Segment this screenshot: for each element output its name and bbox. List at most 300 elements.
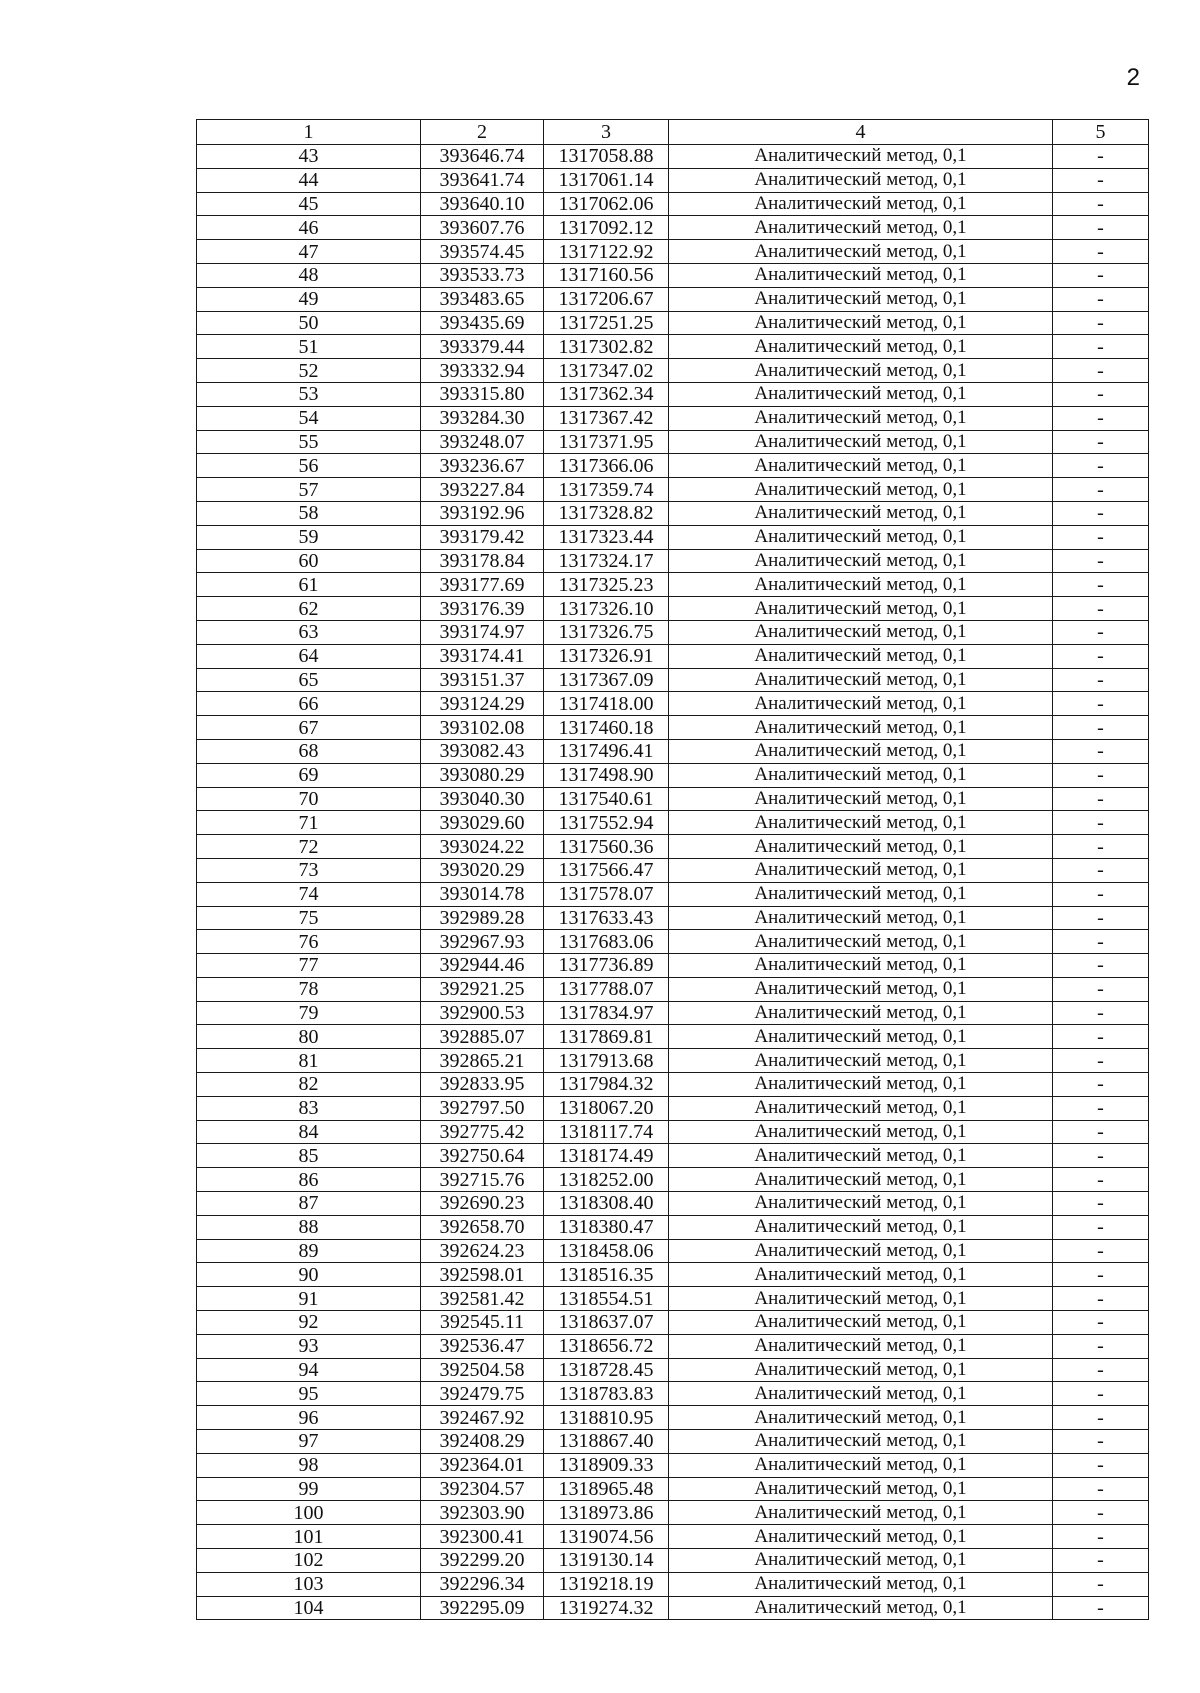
method-cell: Аналитический метод, 0,1: [669, 168, 1053, 192]
method-cell: Аналитический метод, 0,1: [669, 644, 1053, 668]
y-coordinate-cell: 1318973.86: [544, 1501, 669, 1525]
note-cell: -: [1053, 145, 1149, 169]
table-row: [197, 1311, 1149, 1335]
y-coordinate-cell: 1317633.43: [544, 906, 669, 930]
y-coordinate-cell: 1318516.35: [544, 1263, 669, 1287]
note-cell: -: [1053, 240, 1149, 264]
y-coordinate-cell: 1317160.56: [544, 263, 669, 287]
method-cell: Аналитический метод, 0,1: [669, 454, 1053, 478]
x-coordinate-cell: 393024.22: [421, 835, 544, 859]
method-cell: Аналитический метод, 0,1: [669, 1477, 1053, 1501]
x-coordinate-cell: 392581.42: [421, 1287, 544, 1311]
note-cell: -: [1053, 1382, 1149, 1406]
x-coordinate-cell: 393574.45: [421, 240, 544, 264]
method-cell: Аналитический метод, 0,1: [669, 406, 1053, 430]
method-cell: Аналитический метод, 0,1: [669, 216, 1053, 240]
method-cell: Аналитический метод, 0,1: [669, 1572, 1053, 1596]
y-coordinate-cell: 1318117.74: [544, 1120, 669, 1144]
note-cell: -: [1053, 882, 1149, 906]
method-cell: Аналитический метод, 0,1: [669, 787, 1053, 811]
method-cell: Аналитический метод, 0,1: [669, 549, 1053, 573]
note-cell: -: [1053, 573, 1149, 597]
point-number-cell: 43: [197, 145, 421, 169]
y-coordinate-cell: 1318252.00: [544, 1168, 669, 1192]
y-coordinate-cell: 1318554.51: [544, 1287, 669, 1311]
method-cell: Аналитический метод, 0,1: [669, 1144, 1053, 1168]
y-coordinate-cell: 1317302.82: [544, 335, 669, 359]
table-row: [197, 787, 1149, 811]
note-cell: -: [1053, 954, 1149, 978]
y-coordinate-cell: 1317326.10: [544, 597, 669, 621]
x-coordinate-cell: 393177.69: [421, 573, 544, 597]
point-number-cell: 71: [197, 811, 421, 835]
table-row: [197, 216, 1149, 240]
note-cell: -: [1053, 335, 1149, 359]
note-cell: -: [1053, 1239, 1149, 1263]
note-cell: -: [1053, 1263, 1149, 1287]
x-coordinate-cell: 392865.21: [421, 1049, 544, 1073]
y-coordinate-cell: 1318067.20: [544, 1096, 669, 1120]
note-cell: -: [1053, 739, 1149, 763]
note-cell: -: [1053, 1144, 1149, 1168]
y-coordinate-cell: 1317788.07: [544, 977, 669, 1001]
y-coordinate-cell: 1317062.06: [544, 192, 669, 216]
x-coordinate-cell: 393640.10: [421, 192, 544, 216]
x-coordinate-cell: 392300.41: [421, 1525, 544, 1549]
point-number-cell: 49: [197, 287, 421, 311]
table-row: [197, 811, 1149, 835]
method-cell: Аналитический метод, 0,1: [669, 1525, 1053, 1549]
x-coordinate-cell: 393102.08: [421, 716, 544, 740]
note-cell: -: [1053, 977, 1149, 1001]
x-coordinate-cell: 392295.09: [421, 1596, 544, 1620]
table-row: [197, 478, 1149, 502]
table-row: [197, 168, 1149, 192]
x-coordinate-cell: 393227.84: [421, 478, 544, 502]
point-number-cell: 77: [197, 954, 421, 978]
table-row: [197, 406, 1149, 430]
note-cell: -: [1053, 1406, 1149, 1430]
x-coordinate-cell: 393178.84: [421, 549, 544, 573]
y-coordinate-cell: 1318728.45: [544, 1358, 669, 1382]
y-coordinate-cell: 1317323.44: [544, 525, 669, 549]
table-row: [197, 882, 1149, 906]
x-coordinate-cell: 393174.97: [421, 620, 544, 644]
method-cell: Аналитический метод, 0,1: [669, 573, 1053, 597]
x-coordinate-cell: 393533.73: [421, 263, 544, 287]
note-cell: -: [1053, 811, 1149, 835]
table-row: [197, 1287, 1149, 1311]
point-number-cell: 53: [197, 382, 421, 406]
y-coordinate-cell: 1318637.07: [544, 1311, 669, 1335]
method-cell: Аналитический метод, 0,1: [669, 763, 1053, 787]
y-coordinate-cell: 1317122.92: [544, 240, 669, 264]
point-number-cell: 72: [197, 835, 421, 859]
x-coordinate-cell: 392304.57: [421, 1477, 544, 1501]
method-cell: Аналитический метод, 0,1: [669, 311, 1053, 335]
x-coordinate-cell: 393641.74: [421, 168, 544, 192]
table-row: [197, 954, 1149, 978]
method-cell: Аналитический метод, 0,1: [669, 1596, 1053, 1620]
table-row: [197, 311, 1149, 335]
point-number-cell: 61: [197, 573, 421, 597]
y-coordinate-cell: 1317367.42: [544, 406, 669, 430]
table-row: [197, 739, 1149, 763]
x-coordinate-cell: 393646.74: [421, 145, 544, 169]
x-coordinate-cell: 392658.70: [421, 1215, 544, 1239]
table-row: [197, 858, 1149, 882]
y-coordinate-cell: 1317460.18: [544, 716, 669, 740]
y-coordinate-cell: 1317736.89: [544, 954, 669, 978]
note-cell: -: [1053, 525, 1149, 549]
method-cell: Аналитический метод, 0,1: [669, 954, 1053, 978]
table-row: [197, 668, 1149, 692]
note-cell: -: [1053, 835, 1149, 859]
method-cell: Аналитический метод, 0,1: [669, 287, 1053, 311]
point-number-cell: 64: [197, 644, 421, 668]
note-cell: -: [1053, 406, 1149, 430]
y-coordinate-cell: 1317683.06: [544, 930, 669, 954]
note-cell: -: [1053, 192, 1149, 216]
y-coordinate-cell: 1317498.90: [544, 763, 669, 787]
table-row: [197, 835, 1149, 859]
y-coordinate-cell: 1317324.17: [544, 549, 669, 573]
x-coordinate-cell: 393332.94: [421, 359, 544, 383]
point-number-cell: 52: [197, 359, 421, 383]
note-cell: -: [1053, 1477, 1149, 1501]
x-coordinate-cell: 392479.75: [421, 1382, 544, 1406]
note-cell: -: [1053, 359, 1149, 383]
x-coordinate-cell: 393179.42: [421, 525, 544, 549]
point-number-cell: 60: [197, 549, 421, 573]
table-row: [197, 1382, 1149, 1406]
point-number-cell: 55: [197, 430, 421, 454]
column-header-1: 1: [197, 120, 421, 145]
point-number-cell: 83: [197, 1096, 421, 1120]
table-row: [197, 716, 1149, 740]
note-cell: -: [1053, 597, 1149, 621]
point-number-cell: 79: [197, 1001, 421, 1025]
note-cell: -: [1053, 620, 1149, 644]
y-coordinate-cell: 1317552.94: [544, 811, 669, 835]
x-coordinate-cell: 393284.30: [421, 406, 544, 430]
method-cell: Аналитический метод, 0,1: [669, 1430, 1053, 1454]
method-cell: Аналитический метод, 0,1: [669, 668, 1053, 692]
point-number-cell: 104: [197, 1596, 421, 1620]
y-coordinate-cell: 1318783.83: [544, 1382, 669, 1406]
note-cell: -: [1053, 1025, 1149, 1049]
x-coordinate-cell: 392598.01: [421, 1263, 544, 1287]
note-cell: -: [1053, 1596, 1149, 1620]
point-number-cell: 95: [197, 1382, 421, 1406]
note-cell: -: [1053, 287, 1149, 311]
note-cell: -: [1053, 1501, 1149, 1525]
method-cell: Аналитический метод, 0,1: [669, 835, 1053, 859]
table-row: [197, 382, 1149, 406]
point-number-cell: 44: [197, 168, 421, 192]
x-coordinate-cell: 393379.44: [421, 335, 544, 359]
x-coordinate-cell: 392545.11: [421, 1311, 544, 1335]
method-cell: Аналитический метод, 0,1: [669, 620, 1053, 644]
coordinates-table: [196, 119, 1149, 1620]
y-coordinate-cell: 1317347.02: [544, 359, 669, 383]
note-cell: -: [1053, 1525, 1149, 1549]
note-cell: -: [1053, 549, 1149, 573]
table-header-row: [197, 120, 1149, 145]
method-cell: Аналитический метод, 0,1: [669, 478, 1053, 502]
x-coordinate-cell: 393029.60: [421, 811, 544, 835]
table-row: [197, 597, 1149, 621]
table-row: [197, 1192, 1149, 1216]
x-coordinate-cell: 392967.93: [421, 930, 544, 954]
method-cell: Аналитический метод, 0,1: [669, 1215, 1053, 1239]
method-cell: Аналитический метод, 0,1: [669, 263, 1053, 287]
point-number-cell: 57: [197, 478, 421, 502]
table-row: [197, 1596, 1149, 1620]
y-coordinate-cell: 1317092.12: [544, 216, 669, 240]
method-cell: Аналитический метод, 0,1: [669, 1382, 1053, 1406]
x-coordinate-cell: 393248.07: [421, 430, 544, 454]
x-coordinate-cell: 392303.90: [421, 1501, 544, 1525]
x-coordinate-cell: 393176.39: [421, 597, 544, 621]
x-coordinate-cell: 392408.29: [421, 1430, 544, 1454]
x-coordinate-cell: 393435.69: [421, 311, 544, 335]
table-row: [197, 930, 1149, 954]
table-row: [197, 692, 1149, 716]
x-coordinate-cell: 392296.34: [421, 1572, 544, 1596]
y-coordinate-cell: 1317540.61: [544, 787, 669, 811]
x-coordinate-cell: 392715.76: [421, 1168, 544, 1192]
point-number-cell: 98: [197, 1453, 421, 1477]
table-row: [197, 1334, 1149, 1358]
point-number-cell: 68: [197, 739, 421, 763]
table-row: [197, 501, 1149, 525]
x-coordinate-cell: 393040.30: [421, 787, 544, 811]
point-number-cell: 66: [197, 692, 421, 716]
y-coordinate-cell: 1319074.56: [544, 1525, 669, 1549]
method-cell: Аналитический метод, 0,1: [669, 192, 1053, 216]
x-coordinate-cell: 392775.42: [421, 1120, 544, 1144]
table-row: [197, 263, 1149, 287]
point-number-cell: 91: [197, 1287, 421, 1311]
method-cell: Аналитический метод, 0,1: [669, 930, 1053, 954]
y-coordinate-cell: 1319130.14: [544, 1549, 669, 1573]
y-coordinate-cell: 1318810.95: [544, 1406, 669, 1430]
table-row: [197, 1168, 1149, 1192]
y-coordinate-cell: 1317367.09: [544, 668, 669, 692]
method-cell: Аналитический метод, 0,1: [669, 1001, 1053, 1025]
table-row: [197, 1525, 1149, 1549]
table-row: [197, 906, 1149, 930]
table-row: [197, 1263, 1149, 1287]
y-coordinate-cell: 1317578.07: [544, 882, 669, 906]
point-number-cell: 85: [197, 1144, 421, 1168]
y-coordinate-cell: 1317359.74: [544, 478, 669, 502]
table-body: [197, 145, 1149, 1620]
point-number-cell: 81: [197, 1049, 421, 1073]
table-row: [197, 525, 1149, 549]
x-coordinate-cell: 392690.23: [421, 1192, 544, 1216]
x-coordinate-cell: 392536.47: [421, 1334, 544, 1358]
note-cell: -: [1053, 454, 1149, 478]
method-cell: Аналитический метод, 0,1: [669, 1358, 1053, 1382]
y-coordinate-cell: 1318458.06: [544, 1239, 669, 1263]
note-cell: -: [1053, 1430, 1149, 1454]
y-coordinate-cell: 1317362.34: [544, 382, 669, 406]
x-coordinate-cell: 392921.25: [421, 977, 544, 1001]
table-row: [197, 977, 1149, 1001]
point-number-cell: 97: [197, 1430, 421, 1454]
table-row: [197, 1453, 1149, 1477]
method-cell: Аналитический метод, 0,1: [669, 882, 1053, 906]
table-row: [197, 430, 1149, 454]
table-row: [197, 1549, 1149, 1573]
x-coordinate-cell: 393174.41: [421, 644, 544, 668]
x-coordinate-cell: 393315.80: [421, 382, 544, 406]
note-cell: -: [1053, 668, 1149, 692]
note-cell: -: [1053, 644, 1149, 668]
page-number: 2: [1126, 64, 1140, 91]
method-cell: Аналитический метод, 0,1: [669, 1168, 1053, 1192]
point-number-cell: 99: [197, 1477, 421, 1501]
method-cell: Аналитический метод, 0,1: [669, 1453, 1053, 1477]
y-coordinate-cell: 1317058.88: [544, 145, 669, 169]
y-coordinate-cell: 1317560.36: [544, 835, 669, 859]
method-cell: Аналитический метод, 0,1: [669, 335, 1053, 359]
note-cell: -: [1053, 1334, 1149, 1358]
table-row: [197, 1358, 1149, 1382]
method-cell: Аналитический метод, 0,1: [669, 501, 1053, 525]
x-coordinate-cell: 393080.29: [421, 763, 544, 787]
note-cell: -: [1053, 930, 1149, 954]
point-number-cell: 69: [197, 763, 421, 787]
note-cell: -: [1053, 501, 1149, 525]
point-number-cell: 87: [197, 1192, 421, 1216]
note-cell: -: [1053, 1287, 1149, 1311]
point-number-cell: 62: [197, 597, 421, 621]
method-cell: Аналитический метод, 0,1: [669, 739, 1053, 763]
x-coordinate-cell: 393124.29: [421, 692, 544, 716]
y-coordinate-cell: 1317913.68: [544, 1049, 669, 1073]
x-coordinate-cell: 392624.23: [421, 1239, 544, 1263]
table-row: [197, 1215, 1149, 1239]
y-coordinate-cell: 1319274.32: [544, 1596, 669, 1620]
point-number-cell: 76: [197, 930, 421, 954]
point-number-cell: 94: [197, 1358, 421, 1382]
point-number-cell: 54: [197, 406, 421, 430]
note-cell: -: [1053, 1073, 1149, 1097]
table-row: [197, 1096, 1149, 1120]
x-coordinate-cell: 392797.50: [421, 1096, 544, 1120]
note-cell: -: [1053, 1311, 1149, 1335]
table-row: [197, 145, 1149, 169]
note-cell: -: [1053, 763, 1149, 787]
y-coordinate-cell: 1317984.32: [544, 1073, 669, 1097]
method-cell: Аналитический метод, 0,1: [669, 1049, 1053, 1073]
x-coordinate-cell: 392467.92: [421, 1406, 544, 1430]
point-number-cell: 56: [197, 454, 421, 478]
y-coordinate-cell: 1317061.14: [544, 168, 669, 192]
x-coordinate-cell: 393607.76: [421, 216, 544, 240]
method-cell: Аналитический метод, 0,1: [669, 811, 1053, 835]
note-cell: -: [1053, 1192, 1149, 1216]
note-cell: -: [1053, 1001, 1149, 1025]
point-number-cell: 47: [197, 240, 421, 264]
x-coordinate-cell: 393151.37: [421, 668, 544, 692]
y-coordinate-cell: 1318965.48: [544, 1477, 669, 1501]
method-cell: Аналитический метод, 0,1: [669, 145, 1053, 169]
note-cell: -: [1053, 1096, 1149, 1120]
y-coordinate-cell: 1318308.40: [544, 1192, 669, 1216]
y-coordinate-cell: 1317328.82: [544, 501, 669, 525]
point-number-cell: 101: [197, 1525, 421, 1549]
point-number-cell: 50: [197, 311, 421, 335]
y-coordinate-cell: 1318656.72: [544, 1334, 669, 1358]
note-cell: -: [1053, 1549, 1149, 1573]
x-coordinate-cell: 392833.95: [421, 1073, 544, 1097]
method-cell: Аналитический метод, 0,1: [669, 1073, 1053, 1097]
point-number-cell: 93: [197, 1334, 421, 1358]
point-number-cell: 84: [197, 1120, 421, 1144]
point-number-cell: 102: [197, 1549, 421, 1573]
note-cell: -: [1053, 168, 1149, 192]
table-row: [197, 1049, 1149, 1073]
table-row: [197, 1073, 1149, 1097]
y-coordinate-cell: 1317418.00: [544, 692, 669, 716]
method-cell: Аналитический метод, 0,1: [669, 1549, 1053, 1573]
y-coordinate-cell: 1317251.25: [544, 311, 669, 335]
table-row: [197, 1572, 1149, 1596]
x-coordinate-cell: 392504.58: [421, 1358, 544, 1382]
x-coordinate-cell: 393236.67: [421, 454, 544, 478]
table-row: [197, 620, 1149, 644]
point-number-cell: 58: [197, 501, 421, 525]
y-coordinate-cell: 1317496.41: [544, 739, 669, 763]
method-cell: Аналитический метод, 0,1: [669, 597, 1053, 621]
point-number-cell: 86: [197, 1168, 421, 1192]
y-coordinate-cell: 1317834.97: [544, 1001, 669, 1025]
point-number-cell: 103: [197, 1572, 421, 1596]
point-number-cell: 73: [197, 858, 421, 882]
note-cell: -: [1053, 382, 1149, 406]
note-cell: -: [1053, 311, 1149, 335]
note-cell: -: [1053, 263, 1149, 287]
point-number-cell: 82: [197, 1073, 421, 1097]
point-number-cell: 48: [197, 263, 421, 287]
method-cell: Аналитический метод, 0,1: [669, 1501, 1053, 1525]
method-cell: Аналитический метод, 0,1: [669, 1120, 1053, 1144]
table-row: [197, 644, 1149, 668]
method-cell: Аналитический метод, 0,1: [669, 977, 1053, 1001]
method-cell: Аналитический метод, 0,1: [669, 1263, 1053, 1287]
y-coordinate-cell: 1317206.67: [544, 287, 669, 311]
table-row: [197, 573, 1149, 597]
column-header-4: 4: [669, 120, 1053, 145]
note-cell: -: [1053, 1215, 1149, 1239]
point-number-cell: 89: [197, 1239, 421, 1263]
note-cell: -: [1053, 478, 1149, 502]
method-cell: Аналитический метод, 0,1: [669, 1192, 1053, 1216]
point-number-cell: 74: [197, 882, 421, 906]
table-row: [197, 454, 1149, 478]
method-cell: Аналитический метод, 0,1: [669, 1239, 1053, 1263]
y-coordinate-cell: 1319218.19: [544, 1572, 669, 1596]
table-row: [197, 287, 1149, 311]
table-row: [197, 1239, 1149, 1263]
x-coordinate-cell: 393483.65: [421, 287, 544, 311]
point-number-cell: 75: [197, 906, 421, 930]
x-coordinate-cell: 392299.20: [421, 1549, 544, 1573]
